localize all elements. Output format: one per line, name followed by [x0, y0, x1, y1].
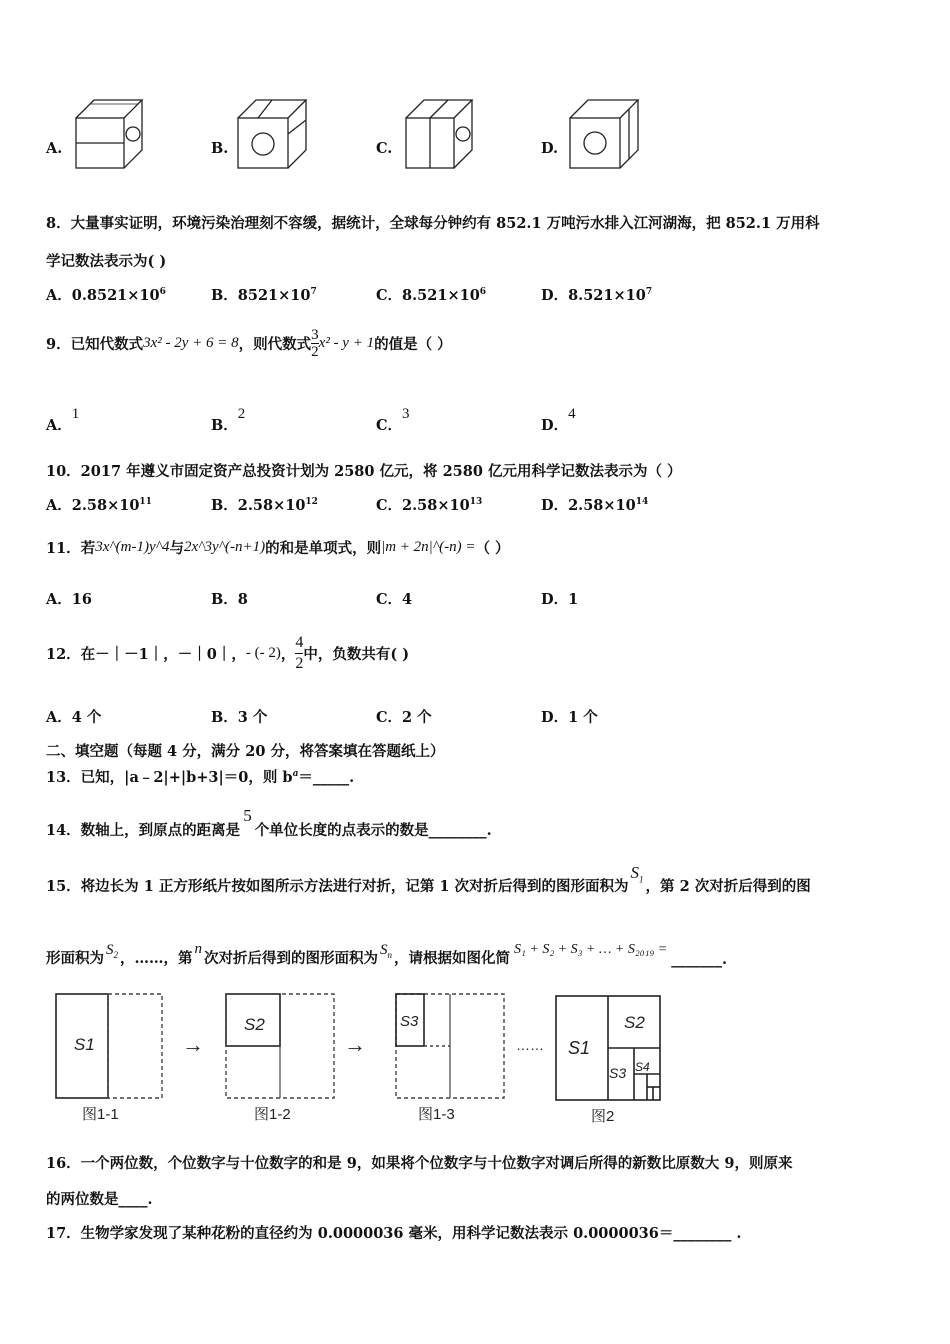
q13-stem: 13．已知，|a﹣2|+|b+3|＝0，则 $b^a=\_\_\_\_\_$. — [46, 769, 355, 786]
q9-given-expression: 3x² - 2y + 6 = 8 — [143, 334, 239, 351]
q8-option-c: C．$8.521\times 10^6$ — [376, 287, 487, 304]
q7-option-b-letter: B. — [211, 140, 229, 157]
q9-option-d: D．4 — [541, 406, 576, 434]
arrow-1: → — [182, 1032, 204, 1057]
q15-n: n — [194, 941, 202, 957]
cube-horizontal-split-icon — [74, 98, 150, 173]
q14-number: 5 — [243, 806, 252, 825]
fig1-1-caption: 图1-1 — [82, 1106, 119, 1123]
q16-stem-line1: 16．一个两位数，个位数字与十位数字的和是 9，如果将个位数字与十位数字对调后所得的新数比原数大 9，则原来 — [46, 1155, 793, 1172]
q15-sn: $S_n$ — [380, 942, 392, 960]
q7-option-c-letter: C. — [376, 140, 393, 157]
figure-ellipsis: …… — [516, 1037, 544, 1053]
q12-fraction: $\frac{4}{2}$ — [295, 633, 304, 672]
q12-stem: 12．在－｜－1｜，－｜0｜， - (- 2) ， $\frac{4}{2}$ 中，负数共有( ) — [46, 633, 410, 672]
q7-option-d-letter: D. — [541, 140, 559, 157]
cube-vertical-split-icon — [404, 98, 480, 173]
q11-term1: 3x^(m-1)y^4 — [95, 538, 170, 555]
q12-option-c: C．2 个 — [376, 709, 432, 726]
q11-expression: |m + 2n|^(-n) = — [381, 538, 476, 555]
q11-option-d: D．1 — [541, 591, 579, 608]
q10-option-d: D．$2.58\times 10^{14}$ — [541, 497, 649, 514]
q12-expression: - (- 2) — [245, 644, 281, 661]
q9-fraction: $\frac{3}{2}$ — [311, 326, 319, 360]
q7-option-a-letter: A. — [46, 140, 63, 157]
q9-target-expression: x² - y + 1 — [318, 334, 375, 351]
q15-s1: $S_1$ — [630, 862, 644, 884]
fig2-s1-label: S1 — [568, 1038, 591, 1058]
q11-option-a: A．16 — [46, 591, 92, 608]
fig2-s4-label: S4 — [635, 1060, 650, 1074]
q15-stem-line2: 形面积为 $S_2$ ，……，第 n 次对折后得到的图形面积为 $S_n$ ，请根据如图化简 S₁ + S₂ + S₃ + … + S₂₀₁₉ = _______. — [46, 941, 728, 968]
q8-option-a: A．$0.8521\times 10^6$ — [46, 287, 166, 304]
q17-stem: 17．生物学家发现了某种花粉的直径约为 0.0000036 毫米，用科学记数法表示 0.0000036＝________ . — [46, 1225, 742, 1242]
fig1-3-caption: 图1-3 — [418, 1106, 455, 1123]
q14-stem: 14．数轴上，到原点的距离是 5 个单位长度的点表示的数是________. — [46, 806, 492, 839]
q8-stem-line2: 学记数法表示为( ) — [46, 253, 167, 270]
q12-option-b: B．3 个 — [211, 709, 268, 726]
q12-option-d: D．1 个 — [541, 709, 598, 726]
q15-stem-line1: 15．将边长为 1 正方形纸片按如图所示方法进行对折，记第 1 次对折后得到的图形面积为 $S_1$ ，第 2 次对折后得到的图 — [46, 862, 811, 895]
q8-option-d: D．$8.521\times 10^7$ — [541, 287, 653, 304]
q11-option-c: C．4 — [376, 591, 413, 608]
figure-1-3 — [396, 994, 504, 1123]
fig1-3-s3-label: S3 — [400, 1013, 419, 1030]
fig1-1-s1-label: S1 — [74, 1035, 95, 1054]
q12-option-a: A．4 个 — [46, 709, 102, 726]
section-heading: 二、填空题（每题 4 分，满分 20 分，将答案填在答题纸上） — [46, 743, 445, 760]
fig1-2-caption: 图1-2 — [254, 1106, 291, 1123]
figure-1-1 — [56, 994, 162, 1123]
q16-stem-line2: 的两位数是____. — [46, 1191, 153, 1208]
q8-stem-line1: 8．大量事实证明，环境污染治理刻不容缓，据统计，全球每分钟约有 852.1 万吨污水排入江河湖海，把 852.1 万用科 — [46, 215, 820, 232]
q10-option-a: A．$2.58\times 10^{11}$ — [46, 497, 152, 514]
arrow-2: → — [344, 1032, 366, 1057]
fig2-s2-label: S2 — [624, 1013, 645, 1032]
q15-folding-figure — [46, 986, 686, 1126]
q11-stem: 11．若 3x^(m-1)y^4 与 2x^3y^(-n+1) 的和是单项式，则 |m + 2n|^(-n) = （ ） — [46, 538, 510, 557]
q15-s2: $S_2$ — [106, 942, 118, 960]
q9-option-b: B．2 — [211, 406, 246, 434]
q10-option-c: C．$2.58\times 10^{13}$ — [376, 497, 483, 514]
q11-option-b: B．8 — [211, 591, 248, 608]
figure-1-2 — [226, 994, 334, 1123]
q10-stem: 10．2017 年遵义市固定资产总投资计划为 2580 亿元，将 2580 亿元用科学记数法表示为（ ） — [46, 463, 682, 480]
cube-circle-side-split-icon — [568, 98, 644, 173]
q9-option-a: A．1 — [46, 406, 80, 434]
fig2-caption: 图2 — [591, 1108, 615, 1125]
q15-sum-expression: S₁ + S₂ + S₃ + … + S₂₀₁₉ = — [514, 942, 668, 957]
fig1-2-s2-label: S2 — [244, 1015, 265, 1034]
fig2-s3-label: S3 — [609, 1065, 627, 1081]
cube-circle-top-split-icon — [236, 98, 312, 173]
q10-option-b: B．$2.58\times 10^{12}$ — [211, 497, 318, 514]
q11-term2: 2x^3y^(-n+1) — [183, 538, 266, 555]
q9-stem: 9．已知代数式 3x² - 2y + 6 = 8 ，则代数式 $\frac{3}{2}$ x² - y + 1 的值是（ ） — [46, 326, 452, 360]
q9-option-c: C．3 — [376, 406, 410, 434]
q8-option-b: B．$8521\times 10^7$ — [211, 287, 317, 304]
